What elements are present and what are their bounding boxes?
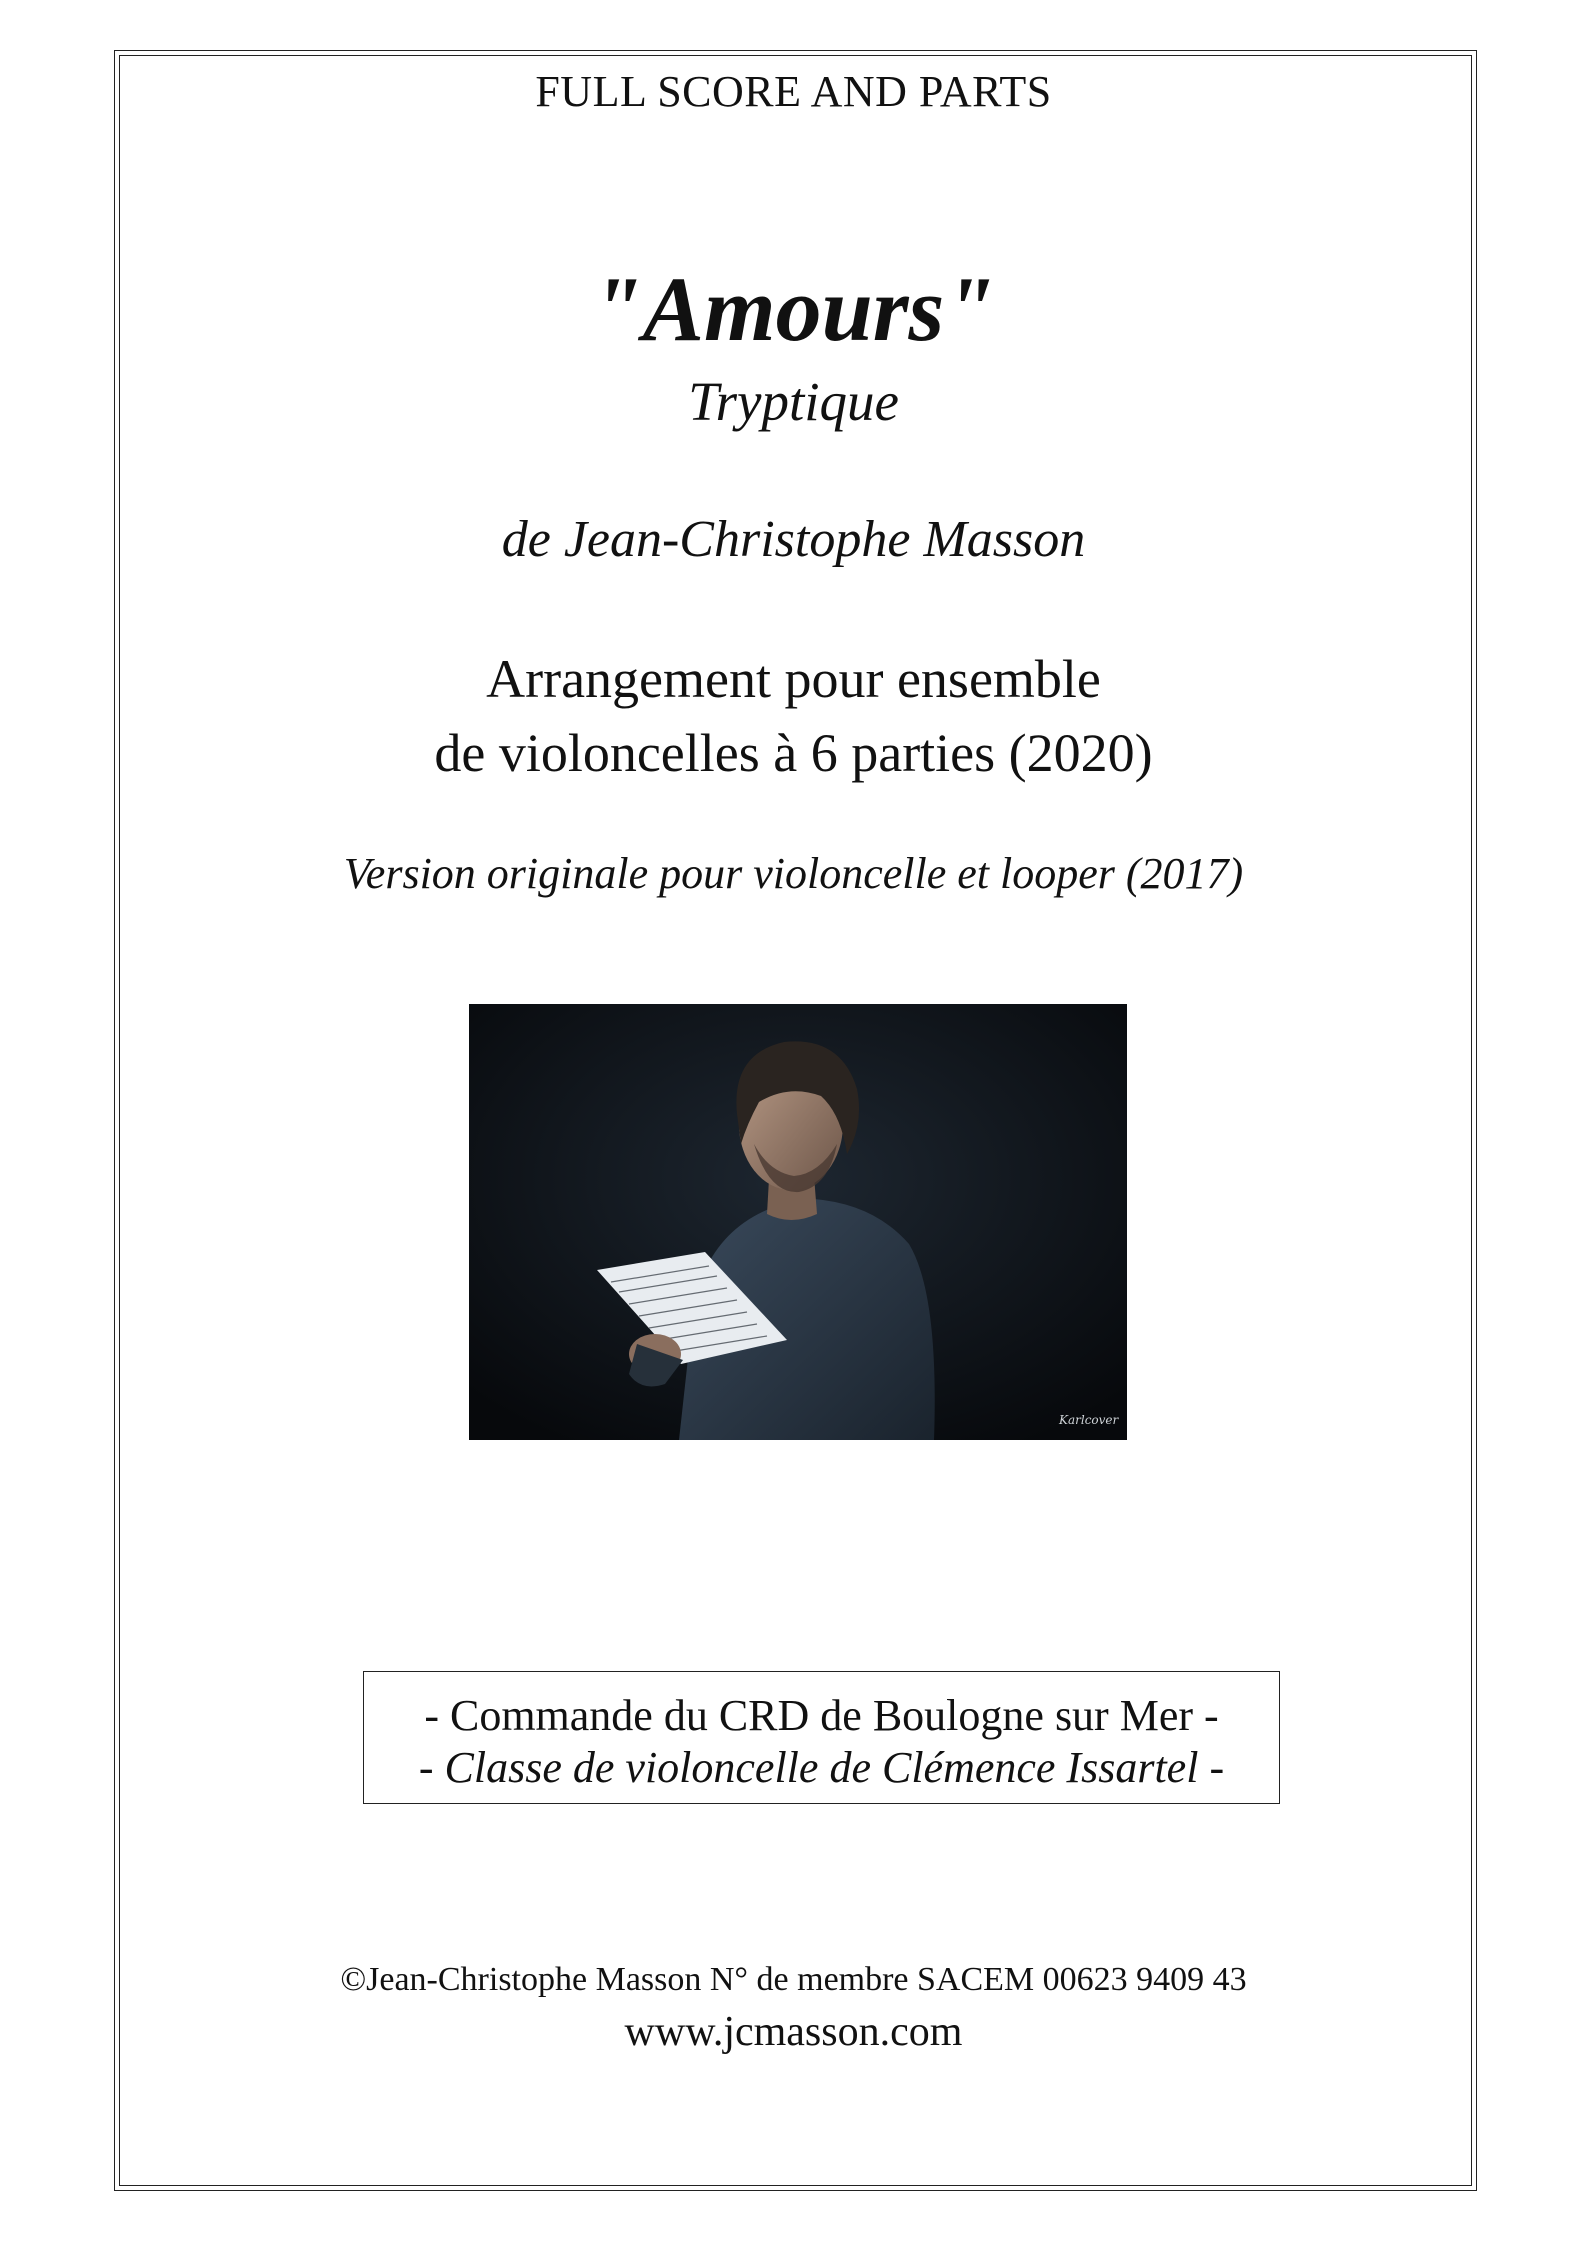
composer-photo xyxy=(469,1004,1127,1440)
commission-line-2 xyxy=(364,1742,1279,1793)
composer-line: de Jean-Christophe Masson xyxy=(501,511,1086,568)
commission-line-1: - Commande du CRD de Boulogne sur Mer - xyxy=(424,1691,1219,1740)
photo-signature: Karlcover xyxy=(1059,1413,1119,1427)
work-subtitle: Tryptique xyxy=(688,371,899,432)
original-version-line: Version originale pour violoncelle et looper (2017) xyxy=(343,849,1244,898)
commission-box xyxy=(363,1671,1280,1804)
copyright-notice: ©Jean-Christophe Masson N° de membre SACEM 00623 9409 43 xyxy=(340,1961,1247,1998)
arrangement-line-2: de violoncelles à 6 parties (2020) xyxy=(434,723,1153,783)
document-header: FULL SCORE AND PARTS xyxy=(535,67,1052,116)
commission-line-2-suffix: - xyxy=(1198,1743,1225,1792)
commission-line-2-italic: Classe de violoncelle de Clémence Issartel xyxy=(444,1743,1199,1792)
website-link[interactable]: www.jcmasson.com xyxy=(624,2009,963,2055)
arrangement-line-1: Arrangement pour ensemble xyxy=(486,649,1101,709)
work-title: "Amours" xyxy=(591,258,996,360)
commission-line-2-prefix: - xyxy=(418,1743,445,1792)
composer-photo-illustration xyxy=(469,1004,1127,1440)
